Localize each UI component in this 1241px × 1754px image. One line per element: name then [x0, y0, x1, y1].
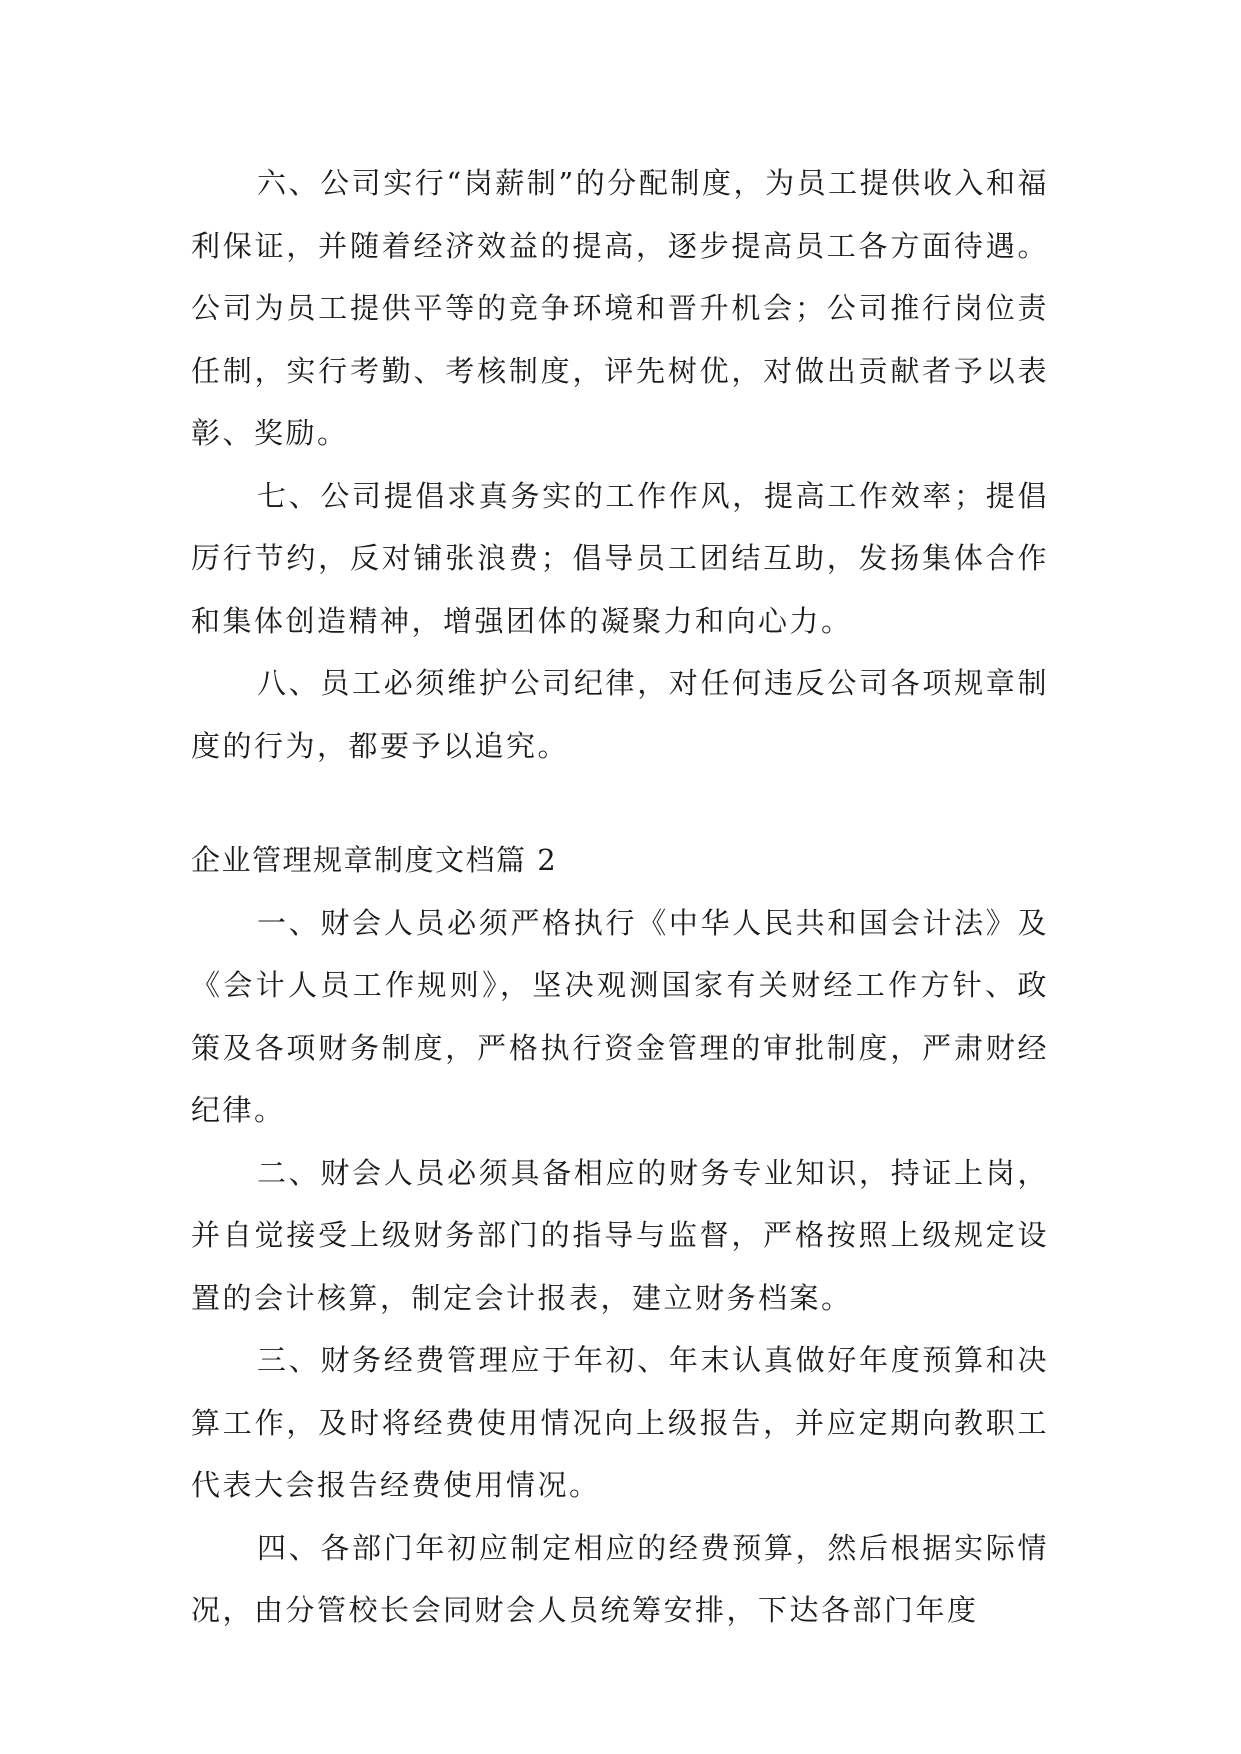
section-title: 企业管理规章制度文档篇 2	[191, 843, 558, 877]
paragraph-seven: 七、公司提倡求真务实的工作作风，提高工作效率；提倡厉行节约，反对铺张浪费；倡导员工团结互助，发扬集体合作和集体创造精神，增强团体的凝聚力和向心力。	[191, 478, 1049, 638]
paragraph-three: 三、财务经费管理应于年初、年末认真做好年度预算和决算工作，及时将经费使用情况向上级报告，并应定期向教职工代表大会报告经费使用情况。	[191, 1343, 1049, 1502]
paragraph-one: 一、财会人员必须严格执行《中华人民共和国会计法》及《会计人员工作规则》，坚决观测国家有关财经工作方针、政策及各项财务制度，严格执行资金管理的审批制度，严肃财经纪律。	[191, 905, 1049, 1127]
document-body	[191, 152, 1049, 1642]
paragraph-two: 二、财会人员必须具备相应的财务专业知识，持证上岗，并自觉接受上级财务部门的指导与监督，严格按照上级规定设置的会计核算，制定会计报表，建立财务档案。	[191, 1155, 1049, 1315]
paragraph-four: 四、各部门年初应制定相应的经费预算，然后根据实际情况，由分管校长会同财会人员统筹安排，下达各部门年度	[191, 1530, 1049, 1627]
paragraph-six: 六、公司实行“岗薪制”的分配制度，为员工提供收入和福利保证，并随着经济效益的提高，逐步提高员工各方面待遇。公司为员工提供平等的竞争环境和晋升机会；公司推行岗位责任制，实行考勤、考核制度，评先树优，对做出贡献者予以表彰、奖励。	[191, 166, 1049, 450]
paragraph-eight: 八、员工必须维护公司纪律，对任何违反公司各项规章制度的行为，都要予以追究。	[191, 666, 1049, 763]
